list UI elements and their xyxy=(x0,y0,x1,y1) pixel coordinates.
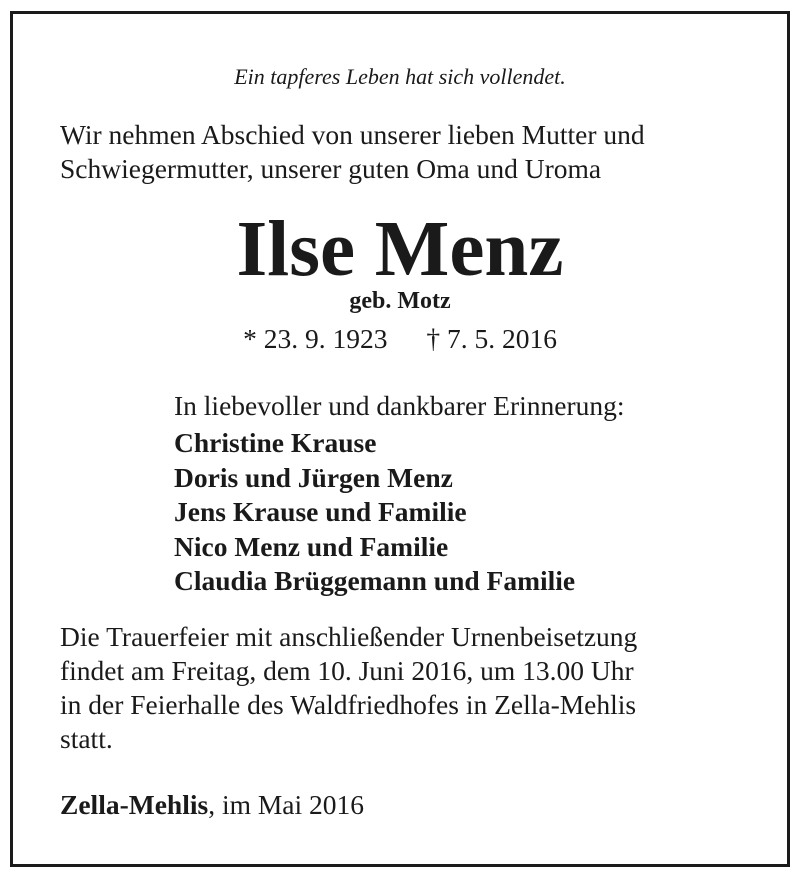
service-info xyxy=(60,620,637,756)
service-line-3: in der Feierhalle des Waldfriedhofes in Zella-Mehlis xyxy=(60,689,637,720)
mourner-item: Nico Menz und Familie xyxy=(174,530,449,562)
mourner-item: Doris und Jürgen Menz xyxy=(174,461,453,493)
mourner-item: Christine Krause xyxy=(174,427,377,458)
place-name: Zella-Mehlis xyxy=(60,789,209,820)
intro-text xyxy=(60,118,645,186)
maiden-name: geb. Motz xyxy=(349,288,451,314)
place-date xyxy=(60,789,364,821)
service-line-2: findet am Freitag, dem 10. Juni 2016, um 13.00 Uhr xyxy=(60,655,634,686)
intro-line-2: Schwiegermutter, unserer guten Oma und Uroma xyxy=(60,153,602,184)
life-dates xyxy=(0,323,800,355)
memory-line: In liebevoller und dankbarer Erinnerung: xyxy=(174,390,625,421)
notice-date: , im Mai 2016 xyxy=(208,789,365,820)
birth-date: * 23. 9. 1923 xyxy=(243,323,388,354)
mourner-item: Jens Krause und Familie xyxy=(174,496,467,527)
mourner-list xyxy=(174,426,575,599)
deceased-name: Ilse Menz xyxy=(236,206,564,293)
service-line-1: Die Trauerfeier mit anschließender Urnenbeisetzung xyxy=(60,621,638,652)
intro-line-1: Wir nehmen Abschied von unserer lieben Mutter und xyxy=(60,119,645,150)
death-date: † 7. 5. 2016 xyxy=(426,323,557,354)
service-line-4: statt. xyxy=(60,723,113,754)
mourner-item: Claudia Brüggemann und Familie xyxy=(174,565,576,596)
motto: Ein tapferes Leben hat sich vollendet. xyxy=(234,64,566,89)
